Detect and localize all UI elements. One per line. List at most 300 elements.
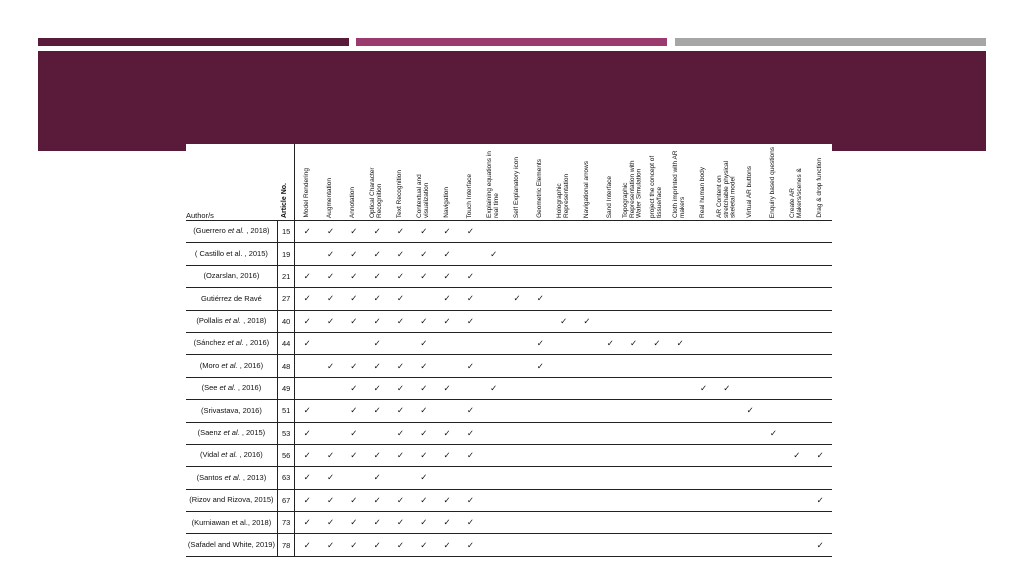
checkmark-icon: ✓: [342, 400, 365, 422]
checkmark-icon: ✓: [459, 444, 482, 466]
feature-column-header: [622, 144, 645, 221]
empty-cell: [435, 400, 458, 422]
empty-cell: [529, 444, 552, 466]
checkmark-icon: ✓: [529, 355, 552, 377]
empty-cell: [575, 400, 598, 422]
empty-cell: [645, 467, 668, 489]
checkmark-icon: ✓: [319, 288, 342, 310]
checkmark-icon: ✓: [366, 534, 389, 556]
checkmark-icon: ✓: [435, 489, 458, 511]
empty-cell: [808, 355, 832, 377]
checkmark-icon: ✓: [808, 534, 832, 556]
checkmark-icon: ✓: [575, 310, 598, 332]
empty-cell: [319, 400, 342, 422]
checkmark-icon: ✓: [412, 400, 435, 422]
empty-cell: [762, 377, 785, 399]
feature-column-header: [295, 144, 319, 221]
checkmark-icon: ✓: [342, 534, 365, 556]
empty-cell: [762, 444, 785, 466]
empty-cell: [808, 265, 832, 287]
article-number-cell: 15: [277, 221, 295, 243]
empty-cell: [599, 221, 622, 243]
checkmark-icon: ✓: [389, 265, 412, 287]
empty-cell: [529, 400, 552, 422]
checkmark-icon: ✓: [412, 221, 435, 243]
table-row: [186, 265, 832, 287]
checkmark-icon: ✓: [366, 489, 389, 511]
empty-cell: [599, 400, 622, 422]
author-text: (See: [201, 383, 220, 393]
empty-cell: [692, 265, 715, 287]
empty-cell: [808, 400, 832, 422]
empty-cell: [715, 512, 738, 534]
checkmark-icon: ✓: [295, 512, 319, 534]
checkmark-icon: ✓: [435, 444, 458, 466]
empty-cell: [669, 355, 692, 377]
checkmark-icon: ✓: [482, 243, 505, 265]
empty-cell: [599, 265, 622, 287]
empty-cell: [529, 467, 552, 489]
checkmark-icon: ✓: [459, 221, 482, 243]
empty-cell: [739, 332, 762, 354]
empty-cell: [692, 243, 715, 265]
empty-cell: [739, 310, 762, 332]
author-et-al: et al.: [224, 472, 241, 482]
checkmark-icon: ✓: [319, 534, 342, 556]
checkmark-icon: ✓: [599, 332, 622, 354]
checkmark-icon: ✓: [366, 288, 389, 310]
empty-cell: [599, 243, 622, 265]
author-column-header: Author/s: [186, 211, 214, 220]
article-number-cell: 51: [277, 400, 295, 422]
author-year: , 2018): [240, 316, 267, 325]
empty-cell: [785, 221, 808, 243]
author-text: (Kurniawan et al., 2018): [191, 517, 272, 527]
empty-cell: [482, 489, 505, 511]
empty-cell: [319, 332, 342, 354]
author-year: , 2018): [244, 226, 270, 236]
empty-cell: [505, 355, 528, 377]
checkmark-icon: ✓: [342, 489, 365, 511]
author-cell: [186, 489, 277, 511]
checkmark-icon: ✓: [389, 288, 412, 310]
feature-column-header: [319, 144, 342, 221]
empty-cell: [622, 355, 645, 377]
empty-cell: [529, 265, 552, 287]
checkmark-icon: ✓: [295, 422, 319, 444]
empty-cell: [645, 221, 668, 243]
empty-cell: [482, 444, 505, 466]
empty-cell: [552, 489, 575, 511]
empty-cell: [412, 288, 435, 310]
empty-cell: [552, 355, 575, 377]
feature-column-header-label: Drag & drop function: [815, 158, 823, 218]
checkmark-icon: ✓: [319, 221, 342, 243]
author-text: (Santos: [196, 472, 225, 482]
empty-cell: [715, 400, 738, 422]
empty-cell: [599, 310, 622, 332]
checkmark-icon: ✓: [389, 422, 412, 444]
empty-cell: [295, 243, 319, 265]
empty-cell: [645, 489, 668, 511]
feature-column-header-label: Explaining equations in real time: [485, 151, 500, 218]
empty-cell: [739, 467, 762, 489]
checkmark-icon: ✓: [808, 489, 832, 511]
empty-cell: [808, 221, 832, 243]
empty-cell: [645, 422, 668, 444]
empty-cell: [622, 467, 645, 489]
table-row: [186, 534, 832, 556]
empty-cell: [785, 512, 808, 534]
table-row: [186, 377, 832, 399]
empty-cell: [319, 422, 342, 444]
empty-cell: [739, 221, 762, 243]
checkmark-icon: ✓: [295, 467, 319, 489]
checkmark-icon: ✓: [295, 489, 319, 511]
checkmark-icon: ✓: [295, 310, 319, 332]
empty-cell: [762, 265, 785, 287]
checkmark-icon: ✓: [319, 489, 342, 511]
empty-cell: [295, 377, 319, 399]
checkmark-icon: ✓: [295, 265, 319, 287]
checkmark-icon: ✓: [459, 422, 482, 444]
empty-cell: [808, 243, 832, 265]
empty-cell: [575, 355, 598, 377]
empty-cell: [599, 512, 622, 534]
empty-cell: [505, 489, 528, 511]
empty-cell: [785, 467, 808, 489]
feature-column-header-label: Geometric Elements: [535, 159, 543, 218]
empty-cell: [482, 355, 505, 377]
empty-cell: [762, 243, 785, 265]
feature-column-header-label: Text Recognition: [396, 169, 404, 218]
article-number-cell: 44: [277, 332, 295, 354]
checkmark-icon: ✓: [319, 310, 342, 332]
checkmark-icon: ✓: [435, 534, 458, 556]
empty-cell: [505, 467, 528, 489]
empty-cell: [645, 400, 668, 422]
empty-cell: [715, 444, 738, 466]
empty-cell: [482, 288, 505, 310]
author-cell: [186, 310, 277, 332]
empty-cell: [622, 489, 645, 511]
table-body: [186, 221, 832, 557]
empty-cell: [739, 512, 762, 534]
empty-cell: [552, 288, 575, 310]
author-text: (Vidal: [199, 450, 222, 460]
empty-cell: [552, 512, 575, 534]
table-row: [186, 444, 832, 466]
empty-cell: [762, 332, 785, 354]
empty-cell: [599, 444, 622, 466]
empty-cell: [622, 400, 645, 422]
author-cell: [186, 534, 277, 556]
feature-column-header: [575, 144, 598, 221]
author-et-al: et al.: [224, 316, 241, 325]
author-cell: [186, 355, 277, 377]
checkmark-icon: ✓: [459, 288, 482, 310]
empty-cell: [645, 288, 668, 310]
empty-cell: [715, 355, 738, 377]
empty-cell: [739, 243, 762, 265]
empty-cell: [552, 243, 575, 265]
empty-cell: [575, 512, 598, 534]
empty-cell: [459, 377, 482, 399]
checkmark-icon: ✓: [412, 332, 435, 354]
empty-cell: [669, 422, 692, 444]
feature-column-header-label: Virtual AR buttons: [745, 166, 753, 218]
checkmark-icon: ✓: [319, 467, 342, 489]
author-text: (Rizov and Rizova, 2015): [189, 495, 274, 505]
empty-cell: [622, 512, 645, 534]
feature-column-header-label: Touch Interface: [466, 173, 473, 218]
empty-cell: [762, 310, 785, 332]
author-cell: [186, 377, 277, 399]
empty-cell: [739, 288, 762, 310]
empty-cell: [715, 489, 738, 511]
checkmark-icon: ✓: [808, 444, 832, 466]
checkmark-icon: ✓: [389, 534, 412, 556]
empty-cell: [459, 467, 482, 489]
empty-cell: [505, 512, 528, 534]
checkmark-icon: ✓: [366, 512, 389, 534]
checkmark-icon: ✓: [459, 355, 482, 377]
checkmark-icon: ✓: [319, 444, 342, 466]
checkmark-icon: ✓: [295, 534, 319, 556]
empty-cell: [599, 377, 622, 399]
author-cell: [186, 467, 277, 489]
feature-column-header-label: Real human body: [699, 167, 707, 218]
checkmark-icon: ✓: [319, 265, 342, 287]
feature-column-header-label: Augmentation: [326, 177, 334, 218]
empty-cell: [692, 310, 715, 332]
empty-cell: [808, 467, 832, 489]
empty-cell: [785, 534, 808, 556]
table-row: [186, 310, 832, 332]
empty-cell: [669, 377, 692, 399]
empty-cell: [599, 467, 622, 489]
empty-cell: [482, 534, 505, 556]
empty-cell: [715, 288, 738, 310]
author-cell: [186, 265, 277, 287]
empty-cell: [762, 512, 785, 534]
checkmark-icon: ✓: [412, 243, 435, 265]
article-number-cell: 63: [277, 467, 295, 489]
empty-cell: [692, 422, 715, 444]
feature-column-header-label: Optical Character Recognition: [369, 167, 384, 218]
checkmark-icon: ✓: [785, 444, 808, 466]
empty-cell: [739, 489, 762, 511]
checkmark-icon: ✓: [295, 444, 319, 466]
checkmark-icon: ✓: [366, 243, 389, 265]
empty-cell: [669, 444, 692, 466]
empty-cell: [459, 332, 482, 354]
checkmark-icon: ✓: [459, 489, 482, 511]
feature-column-header: [645, 144, 668, 221]
feature-column-header-label: Navigation: [442, 187, 450, 218]
checkmark-icon: ✓: [366, 400, 389, 422]
checkmark-icon: ✓: [412, 534, 435, 556]
empty-cell: [505, 444, 528, 466]
feature-column-header: [529, 144, 552, 221]
checkmark-icon: ✓: [366, 265, 389, 287]
empty-cell: [505, 422, 528, 444]
empty-cell: [762, 400, 785, 422]
empty-cell: [505, 534, 528, 556]
author-et-al: et al.: [221, 360, 238, 370]
empty-cell: [692, 400, 715, 422]
empty-cell: [808, 310, 832, 332]
empty-cell: [599, 288, 622, 310]
article-number-cell: 53: [277, 422, 295, 444]
feature-column-header: [599, 144, 622, 221]
feature-column-header: [459, 144, 482, 221]
author-et-al: et al.: [227, 226, 245, 236]
empty-cell: [808, 377, 832, 399]
feature-column-header-label: Holographic Representation: [555, 173, 570, 218]
table-row: [186, 221, 832, 243]
feature-column-header: [435, 144, 458, 221]
empty-cell: [785, 243, 808, 265]
checkmark-icon: ✓: [412, 310, 435, 332]
checkmark-icon: ✓: [342, 355, 365, 377]
table-row: [186, 512, 832, 534]
empty-cell: [482, 310, 505, 332]
accent-bar-left: [38, 38, 349, 46]
author-cell: [186, 512, 277, 534]
author-text: (Moro: [199, 360, 222, 370]
empty-cell: [715, 467, 738, 489]
empty-cell: [575, 243, 598, 265]
empty-cell: [785, 288, 808, 310]
empty-cell: [692, 221, 715, 243]
empty-cell: [435, 467, 458, 489]
author-text: (Safadel and White, 2019): [187, 539, 275, 549]
empty-cell: [319, 377, 342, 399]
author-text: (Saenz: [197, 427, 224, 437]
checkmark-icon: ✓: [295, 221, 319, 243]
empty-cell: [645, 243, 668, 265]
feature-column-header: [412, 144, 435, 221]
empty-cell: [622, 422, 645, 444]
checkmark-icon: ✓: [342, 422, 365, 444]
empty-cell: [669, 221, 692, 243]
article-number-cell: 19: [277, 243, 295, 265]
checkmark-icon: ✓: [459, 310, 482, 332]
empty-cell: [389, 332, 412, 354]
feature-column-header: [669, 144, 692, 221]
table-row: [186, 400, 832, 422]
empty-cell: [505, 377, 528, 399]
article-number-cell: 48: [277, 355, 295, 377]
empty-cell: [552, 221, 575, 243]
checkmark-icon: ✓: [342, 512, 365, 534]
empty-cell: [692, 534, 715, 556]
author-et-al: et al.: [219, 383, 236, 393]
empty-cell: [529, 534, 552, 556]
checkmark-icon: ✓: [459, 534, 482, 556]
empty-cell: [552, 467, 575, 489]
checkmark-icon: ✓: [389, 444, 412, 466]
empty-cell: [645, 444, 668, 466]
empty-cell: [692, 288, 715, 310]
article-column-header-label: Article No.: [281, 182, 289, 218]
feature-column-header-label: Annotation: [349, 186, 357, 218]
checkmark-icon: ✓: [342, 221, 365, 243]
empty-cell: [505, 400, 528, 422]
checkmark-icon: ✓: [295, 400, 319, 422]
checkmark-icon: ✓: [412, 489, 435, 511]
empty-cell: [762, 288, 785, 310]
article-number-cell: 73: [277, 512, 295, 534]
empty-cell: [575, 422, 598, 444]
feature-column-header: [692, 144, 715, 221]
empty-cell: [808, 288, 832, 310]
empty-cell: [785, 310, 808, 332]
empty-cell: [529, 310, 552, 332]
author-year: , 2016): [235, 383, 262, 393]
empty-cell: [715, 265, 738, 287]
empty-cell: [599, 489, 622, 511]
empty-cell: [715, 243, 738, 265]
checkmark-icon: ✓: [412, 377, 435, 399]
checkmark-icon: ✓: [319, 243, 342, 265]
author-et-al: et al.: [221, 450, 238, 460]
empty-cell: [575, 534, 598, 556]
table-row: [186, 243, 832, 265]
empty-cell: [622, 221, 645, 243]
author-et-al: et al.: [227, 338, 244, 348]
feature-column-header-label: Sand Interface: [605, 175, 613, 218]
checkmark-icon: ✓: [342, 444, 365, 466]
empty-cell: [669, 288, 692, 310]
table-row: [186, 355, 832, 377]
empty-cell: [552, 332, 575, 354]
checkmark-icon: ✓: [342, 310, 365, 332]
checkmark-icon: ✓: [366, 310, 389, 332]
empty-cell: [622, 265, 645, 287]
checkmark-icon: ✓: [692, 377, 715, 399]
checkmark-icon: ✓: [366, 332, 389, 354]
empty-cell: [505, 221, 528, 243]
accent-bar-middle: [356, 38, 667, 46]
author-cell: [186, 221, 277, 243]
feature-column-header-label: Model Rendering: [302, 168, 310, 218]
empty-cell: [645, 355, 668, 377]
table-row: [186, 489, 832, 511]
checkmark-icon: ✓: [412, 355, 435, 377]
empty-cell: [692, 355, 715, 377]
features-table: [186, 144, 832, 557]
checkmark-icon: ✓: [435, 422, 458, 444]
article-column-header: [277, 144, 295, 221]
checkmark-icon: ✓: [762, 422, 785, 444]
checkmark-icon: ✓: [342, 265, 365, 287]
checkmark-icon: ✓: [366, 444, 389, 466]
feature-column-header-label: AR Content on stretchable physical skeletal model: [715, 160, 737, 218]
checkmark-icon: ✓: [366, 355, 389, 377]
empty-cell: [739, 422, 762, 444]
empty-cell: [529, 221, 552, 243]
author-et-al: et al.: [223, 427, 240, 437]
author-year: , 2015): [239, 427, 266, 437]
feature-column-header-label: Topographic Representation with Water Simulation: [622, 160, 643, 218]
empty-cell: [482, 422, 505, 444]
empty-cell: [645, 310, 668, 332]
checkmark-icon: ✓: [389, 512, 412, 534]
empty-cell: [669, 467, 692, 489]
empty-cell: [295, 355, 319, 377]
